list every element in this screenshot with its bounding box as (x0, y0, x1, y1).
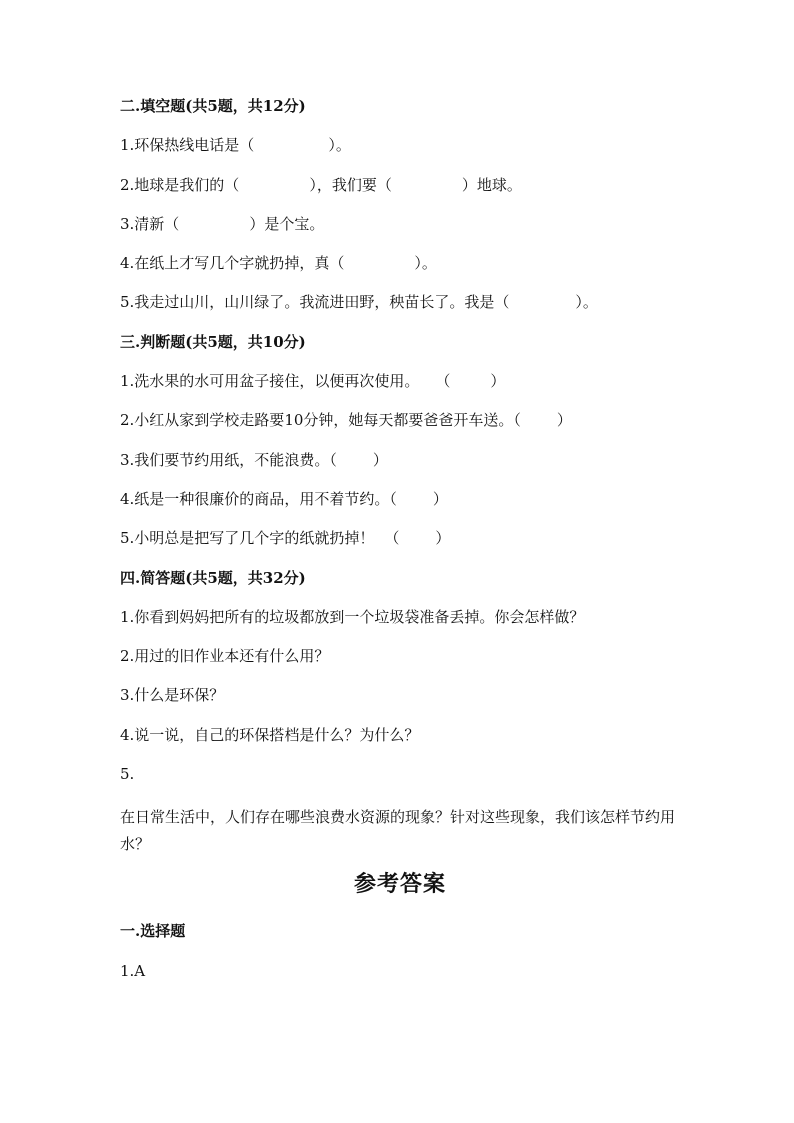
judge-q5-close: ） (435, 529, 451, 548)
judge-q2-text: 2.小红从家到学校走路要10分钟，她每天都要爸爸开车送。 (120, 411, 514, 430)
fill-question-2 (120, 174, 680, 213)
judge-q5-text: 5.小明总是把写了几个字的纸就扔掉！ (120, 529, 375, 548)
fill-q4-text: 4.在纸上才写几个字就扔掉，真（ (120, 254, 345, 273)
exam-page (120, 95, 680, 999)
fill-q2-mid: ），我们要（ (309, 175, 392, 194)
answer-title: 参考答案 (353, 871, 446, 898)
judge-q2-close: ） (556, 411, 572, 430)
judge-q4-close: ） (432, 489, 448, 508)
judge-question-3 (120, 449, 680, 488)
fill-q2-end: ）地球。 (461, 175, 522, 194)
fill-q5-end: ）。 (575, 293, 598, 312)
fill-question-5 (120, 291, 680, 330)
judge-q3-text: 3.我们要节约用纸，不能浪费。 (120, 450, 330, 469)
short-question-5-text: 在日常生活中，人们存在哪些浪费水资源的现象？针对这些现象，我们该怎样节约用水？ (120, 808, 676, 854)
short-question-3: 3.什么是环保？ (120, 686, 225, 705)
fill-q1-end: ）。 (328, 136, 351, 155)
judge-question-2 (120, 409, 680, 448)
fill-q2-text: 2.地球是我们的（ (120, 175, 240, 194)
fill-question-3 (120, 213, 680, 252)
fill-question-4 (120, 252, 680, 291)
judge-q1-text: 1.洗水果的水可用盆子接住，以便再次使用。 (120, 372, 420, 391)
short-question-1: 1.你看到妈妈把所有的垃圾都放到一个垃圾袋准备丢掉。你会怎样做？ (120, 607, 585, 626)
section4-heading: 四.简答题(共5题，共32分) (120, 568, 306, 587)
fill-q5-text: 5.我走过山川，山川绿了。我流进田野，秧苗长了。我是（ (120, 293, 510, 312)
fill-q4-end: ）。 (414, 254, 437, 273)
judge-q4-text: 4.纸是一种很廉价的商品，用不着节约。 (120, 489, 390, 508)
judge-q1-open: （ (435, 372, 451, 391)
fill-q1-text: 1.环保热线电话是（ (120, 136, 255, 155)
answer-1: 1.A (120, 961, 146, 980)
fill-q3-text: 3.清新（ (120, 214, 180, 233)
short-question-4: 4.说一说，自己的环保搭档是什么？为什么？ (120, 725, 420, 744)
judge-q5-open: （ (384, 529, 400, 548)
judge-q4-open: （ (389, 489, 397, 508)
short-question-2: 2.用过的旧作业本还有什么用？ (120, 647, 330, 666)
short-question-5-number: 5. (120, 765, 135, 784)
judge-question-1 (120, 370, 680, 409)
fill-q3-end: ）是个宝。 (249, 214, 325, 233)
fill-question-1 (120, 134, 680, 173)
section2-heading: 二.填空题(共5题，共12分) (120, 97, 306, 115)
judge-q3-close: ） (372, 450, 388, 469)
judge-question-4 (120, 488, 680, 527)
judge-q1-close: ） (490, 372, 506, 391)
judge-question-5 (120, 527, 680, 566)
judge-q3-open: （ (329, 450, 337, 469)
answer-section1-heading: 一.选择题 (120, 922, 186, 941)
section3-heading: 三.判断题(共5题，共10分) (120, 332, 306, 351)
judge-q2-open: （ (513, 411, 521, 430)
